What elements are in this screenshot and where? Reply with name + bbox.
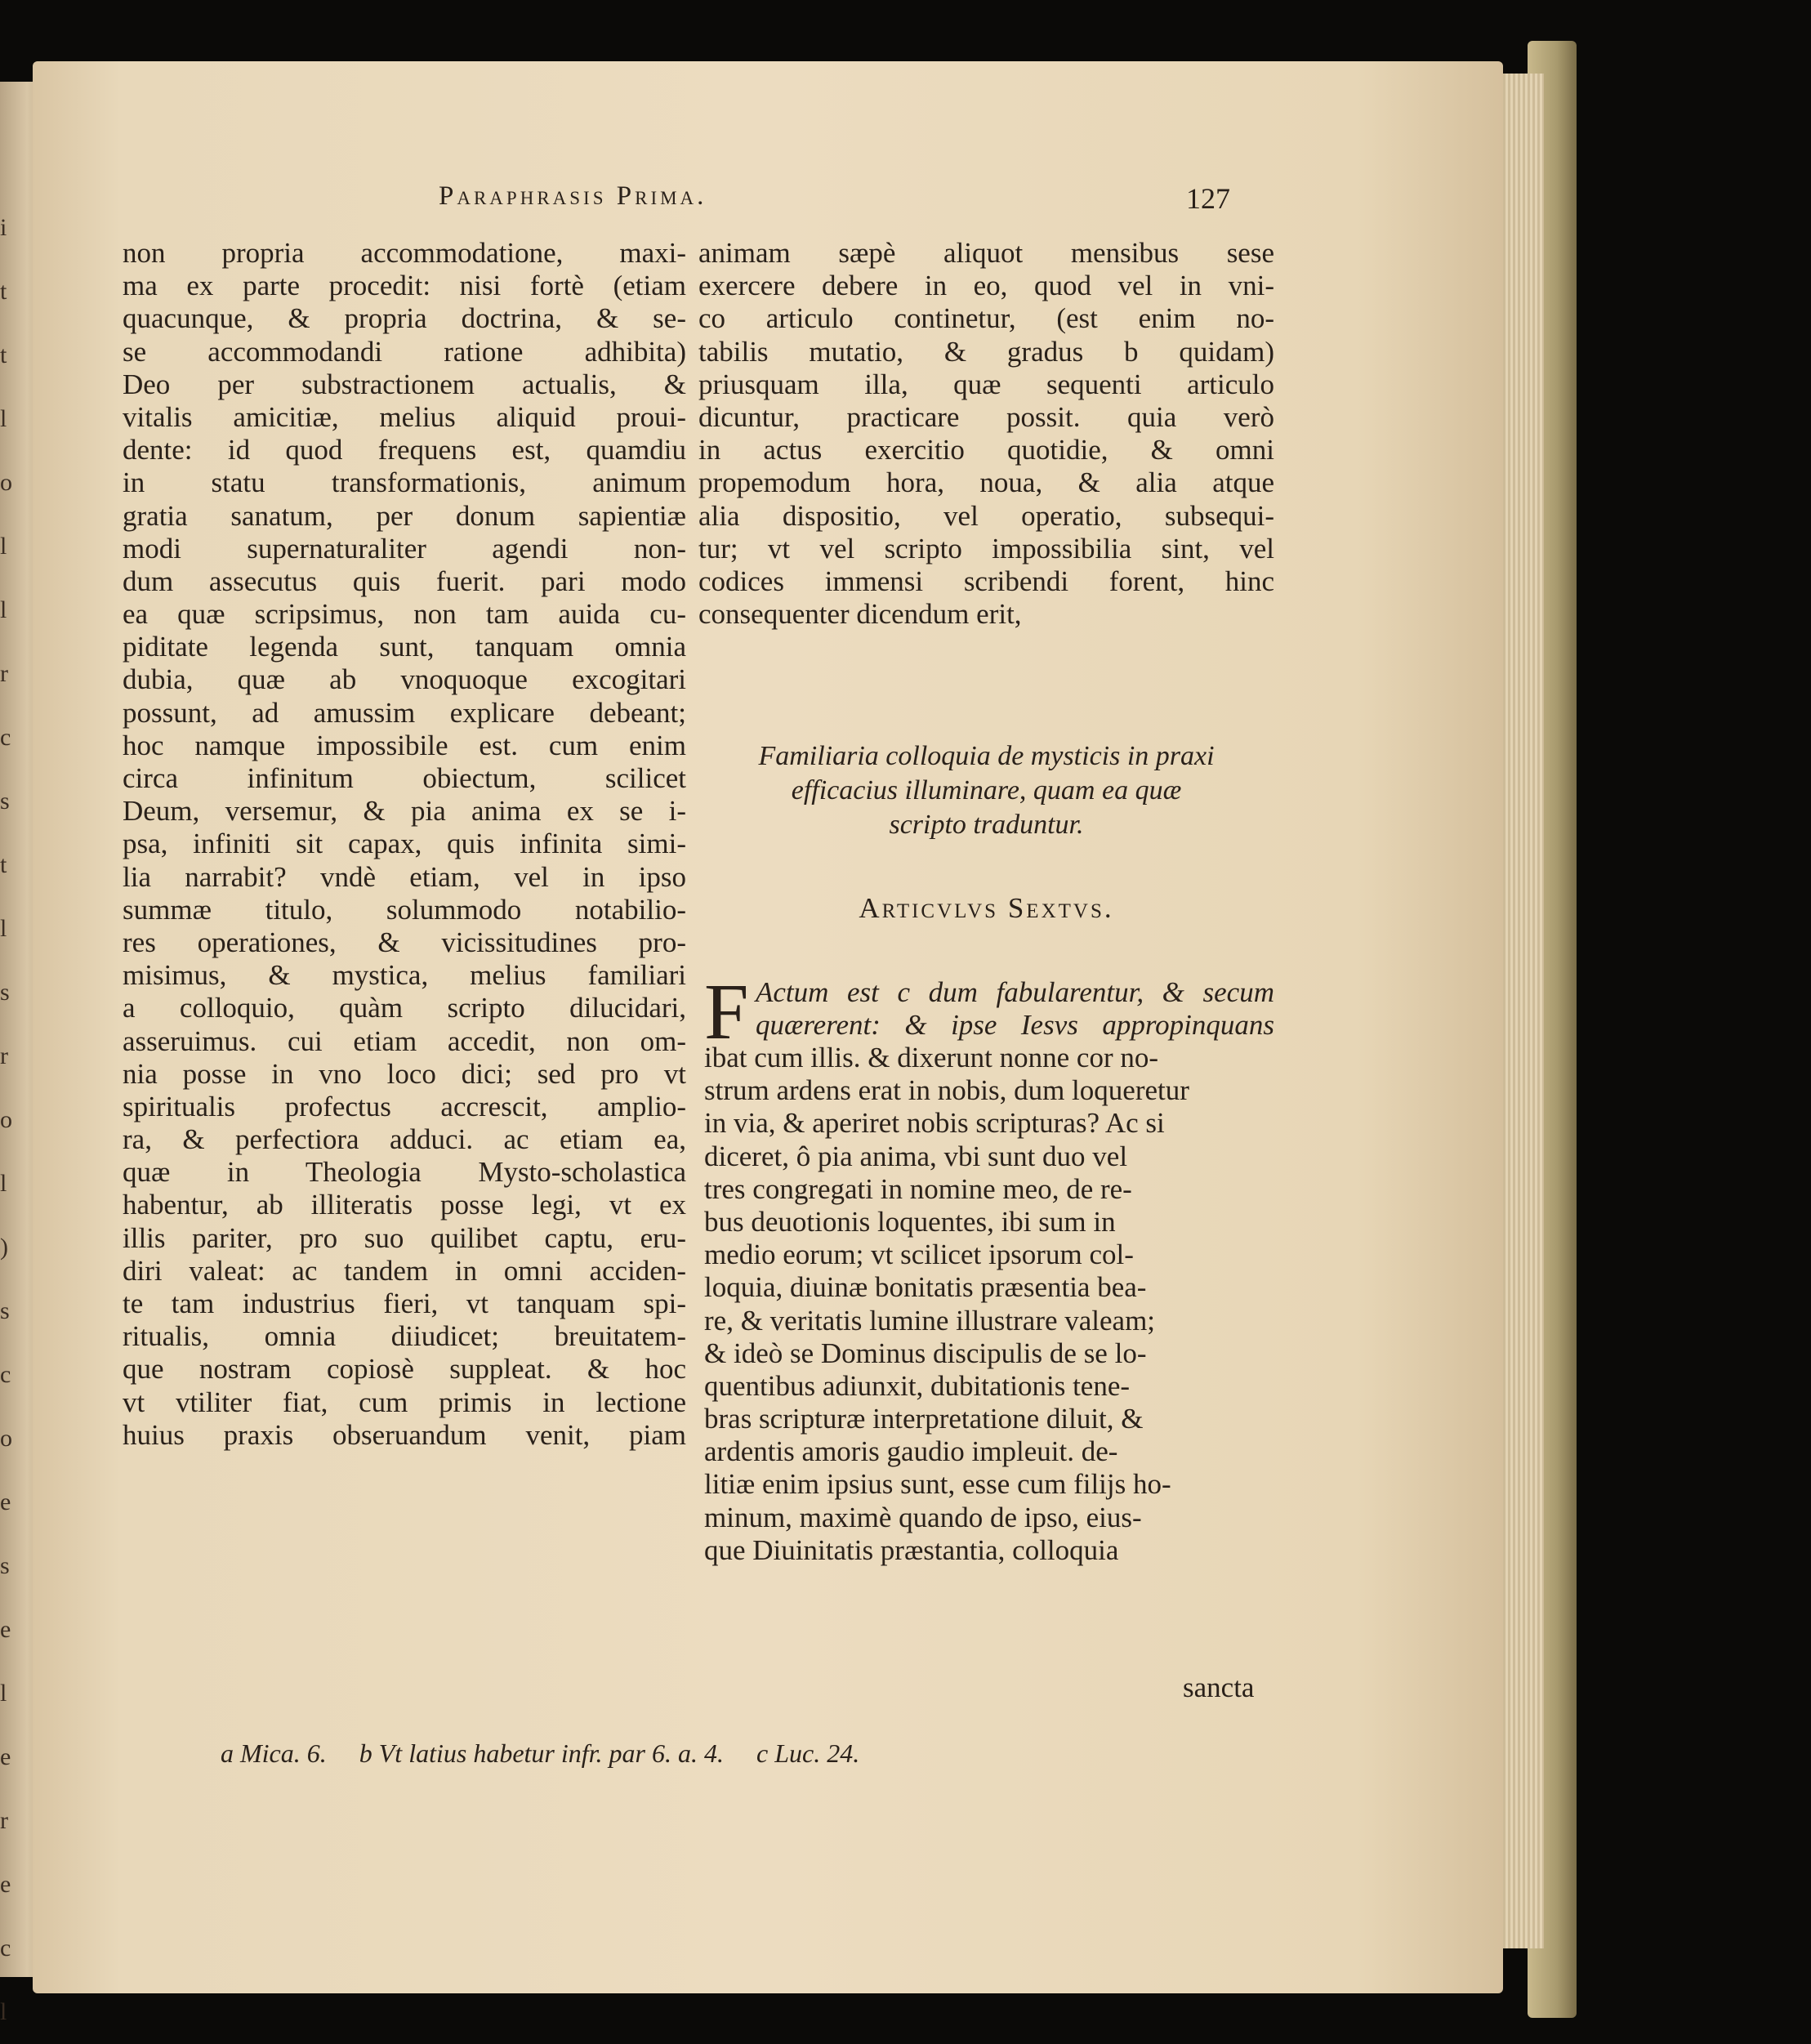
text-line: strum ardens erat in nobis, dum loqueretur [704,1074,1189,1107]
margin-mark: l [0,405,7,432]
text-line: piditate legenda sunt, tanquam omnia [123,631,686,663]
margin-mark: l [0,915,7,942]
text-line: dubia, quæ ab vnoquoque excogitari [123,663,686,696]
text-line: habentur, ab illiteratis posse legi, vt ex [123,1189,686,1221]
text-line: psa, infiniti sit capax, quis infinita simi- [123,828,686,860]
margin-mark: l [0,533,7,560]
margin-mark: s [0,979,10,1006]
text-line: Deum, versemur, & pia anima ex se i- [123,795,686,828]
text-line: tres congregati in nomine meo, de re- [704,1172,1132,1205]
text-line: co articulo continetur, (est enim no- [698,302,1274,335]
text-line: tur; vt vel scripto impossibilia sint, vel [698,532,1274,565]
text-line: bus deuotionis loquentes, ibi sum in [704,1205,1116,1238]
margin-mark: c [0,1935,11,1961]
article-heading: Articvlvs Sextvs. [859,892,1114,924]
text-line: ma ex parte procedit: nisi fortè (etiam [123,270,686,302]
text-line: possunt, ad amussim explicare debeant; [123,696,686,729]
text-line: vitalis amicitiæ, melius aliquid proui- [123,400,686,433]
text-line: in actus exercitio quotidie, & omni [698,434,1274,466]
footnote: a Mica. 6. [221,1738,327,1768]
text-line: ibat cum illis. & dixerunt nonne cor no- [704,1042,1159,1073]
margin-mark: e [0,1616,11,1643]
text-line: vt vtiliter fiat, cum primis in lectione [123,1386,686,1418]
text-line: que nostram copiosè suppleat. & hoc [123,1353,686,1386]
margin-mark: r [0,660,8,687]
page-number: 127 [1186,182,1230,215]
left-page-margin-marks [0,196,16,2044]
text-line: quacunque, & propria doctrina, & se- [123,302,686,335]
text-line: priusquam illa, quæ sequenti articulo [698,368,1274,400]
text-line: gratia sanatum, per donum sapientiæ [123,499,686,532]
margin-mark: l [0,1680,7,1707]
text-line: exercere debere in eo, quod vel in vni- [698,270,1274,302]
drop-cap-lines [756,976,1274,1042]
text-line: medio eorum; vt scilicet ipsorum col- [704,1238,1134,1271]
margin-mark: t [0,278,7,305]
margin-mark: o [0,1106,12,1133]
text-line: misimus, & mystica, melius familiari [123,959,686,992]
text-line: non propria accommodatione, maxi- [123,237,686,269]
text-line: bras scripturæ interpretatione diluit, & [704,1403,1144,1435]
text-line: re, & veritatis lumine illustrare valeam; [704,1304,1156,1337]
text-line: diceret, ô pia anima, vbi sunt duo vel [704,1140,1128,1172]
rubric [698,739,1274,842]
rubric-line: efficacius illuminare, quam ea quæ [791,775,1182,806]
margin-mark: s [0,788,10,814]
footnote: b Vt latius habetur infr. par 6. a. 4. [359,1738,724,1768]
text-line: te tam industrius fieri, vt tanquam spi- [123,1288,686,1319]
text-line: Deo per substractionem actualis, & [123,368,686,400]
margin-mark: s [0,1552,10,1579]
right-column-top [698,237,1274,631]
margin-mark: t [0,341,7,368]
text-line: dum assecutus quis fuerit. pari modo [123,565,686,597]
italic-line: Actum est c dum fabularentur, & secum [756,976,1274,1008]
text-line: dente: id quod frequens est, quamdiu [123,434,686,466]
margin-mark: l [0,1998,7,2025]
margin-mark: e [0,1871,11,1898]
text-line: que Diuinitatis præstantia, colloquia [704,1533,1119,1566]
text-line: nia posse in vno loco dici; sed pro vt [123,1057,686,1090]
text-line: se accommodandi ratione adhibita) [123,335,686,368]
text-line: asseruimus. cui etiam accedit, non om- [123,1024,686,1057]
text-line: ritualis, omnia diiudicet; breuitatem- [123,1320,686,1353]
text-line: minum, maximè quando de ipso, eius- [704,1501,1142,1533]
text-line: ardentis amoris gaudio impleuit. de- [704,1435,1118,1468]
text-line: diri valeat: ac tandem in omni acciden- [123,1254,686,1287]
margin-mark: e [0,1743,11,1770]
text-line: animam sæpè aliquot mensibus sese [698,237,1274,269]
text-line: modi supernaturaliter agendi non- [123,532,686,565]
footnotes [221,1738,892,1769]
text-line: a colloquio, quàm scripto dilucidari, [123,992,686,1024]
text-line: lia narrabit? vndè etiam, vel in ipso [123,860,686,893]
margin-mark: i [0,214,7,241]
text-line: spiritualis profectus accrescit, amplio- [123,1090,686,1122]
text-line: litiæ enim ipsius sunt, esse cum filijs ho- [704,1468,1171,1501]
text-line: ea quæ scripsimus, non tam auida cu- [123,598,686,631]
text-line: circa infinitum obiectum, scilicet [123,762,686,794]
text-line: alia dispositio, vel operatio, subsequi- [698,499,1274,532]
margin-mark: ) [0,1234,8,1261]
margin-mark: s [0,1297,10,1324]
catchword: sancta [1183,1671,1255,1703]
text-line: dicuntur, practicare possit. quia verò [698,400,1274,433]
text-line: codices immensi scribendi forent, hinc [698,565,1274,597]
drop-cap: F [704,968,749,1056]
right-column-body [704,1042,1274,1567]
text-line: summæ titulo, solummodo notabilio- [123,893,686,926]
text-line: huius praxis obseruandum venit, piam [123,1418,686,1451]
text-line: tabilis mutatio, & gradus b quidam) [698,335,1274,368]
margin-mark: t [0,851,7,878]
left-column [123,237,686,1452]
text-line: consequenter dicendum erit, [698,598,1022,631]
footnote: c Luc. 24. [756,1738,860,1768]
text-line: res operationes, & vicissitudines pro- [123,926,686,958]
rubric-line: Familiaria colloquia de mysticis in praxi [758,741,1215,771]
text-line: loquia, diuinæ bonitatis præsentia bea- [704,1271,1147,1304]
margin-mark: o [0,469,12,496]
margin-mark: l [0,1170,7,1197]
text-line: quæ in Theologia Mysto-scholastica [123,1156,686,1189]
text-line: propemodum hora, noua, & alia atque [698,466,1274,499]
margin-mark: r [0,1807,8,1834]
italic-line: quærerent: & ipse Iesvs appropinquans [756,1009,1274,1042]
margin-mark: l [0,596,7,623]
text-line: ra, & perfectiora adduci. ac etiam ea, [123,1123,686,1156]
margin-mark: o [0,1425,12,1452]
margin-mark: c [0,724,11,751]
text-line: in statu transformationis, animum [123,466,686,499]
margin-mark: e [0,1488,11,1515]
text-line: quentibus adiunxit, dubitationis tene- [704,1369,1131,1402]
page-header [0,181,1811,230]
running-head: Paraphrasis Prima. [439,181,707,211]
rubric-line: scripto traduntur. [889,810,1084,840]
text-line: in via, & aperiret nobis scripturas? Ac si [704,1107,1165,1140]
margin-mark: r [0,1042,8,1069]
text-line: & ideò se Dominus discipulis de se lo- [704,1337,1147,1369]
text-line: illis pariter, pro suo quilibet captu, eru- [123,1221,686,1254]
margin-mark: c [0,1361,11,1388]
text-line: hoc namque impossibile est. cum enim [123,729,686,761]
